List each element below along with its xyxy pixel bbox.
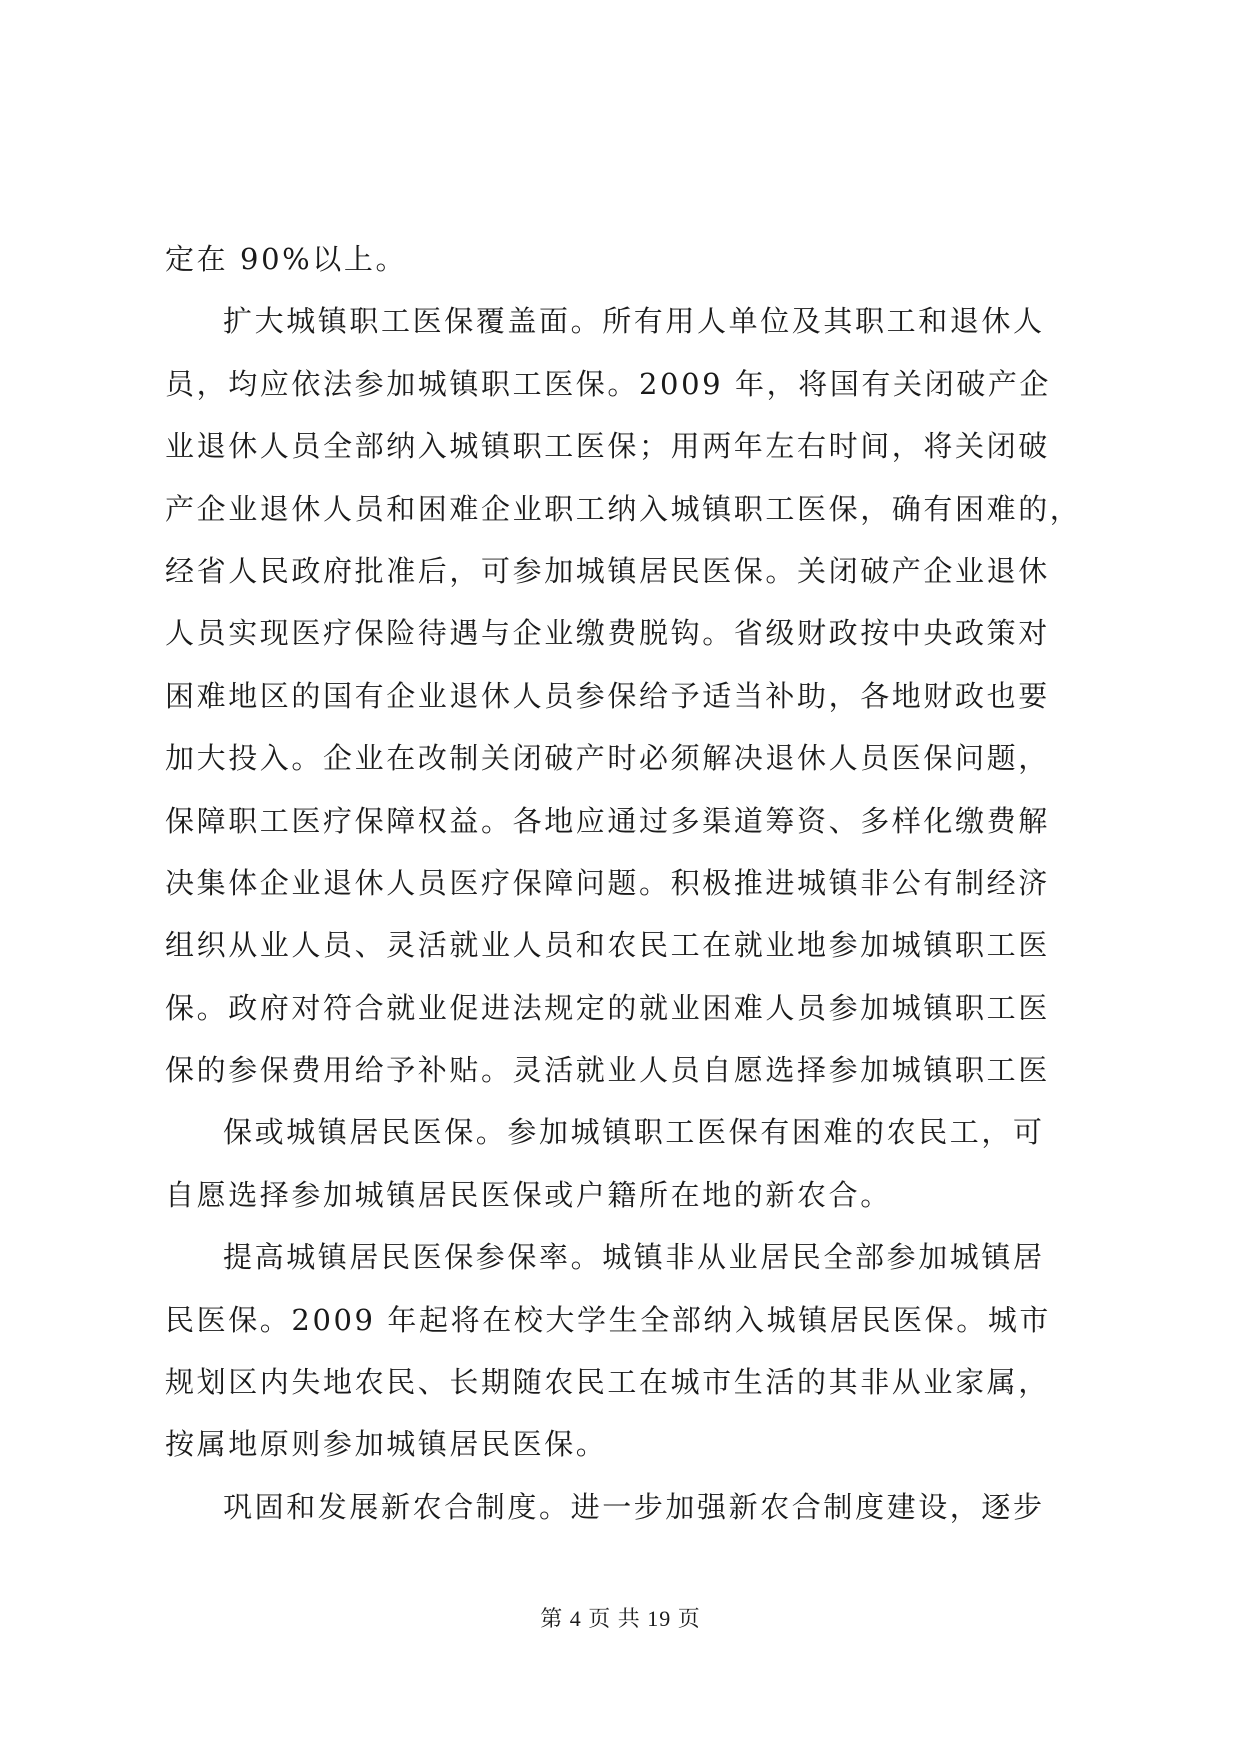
text-line: 产企业退休人员和困难企业职工纳入城镇职工医保，确有困难的，: [165, 491, 1082, 526]
text-line: 保或城镇居民医保。参加城镇职工医保有困难的农民工，可: [223, 1115, 1045, 1150]
text-line: 员，均应依法参加城镇职工医保。2009 年，将国有关闭破产企: [165, 366, 1052, 401]
text-line: 决集体企业退休人员医疗保障问题。积极推进城镇非公有制经济: [165, 865, 1050, 900]
text-line: 困难地区的国有企业退休人员参保给予适当补助，各地财政也要: [165, 678, 1050, 713]
text-line: 保。政府对符合就业促进法规定的就业困难人员参加城镇职工医: [165, 990, 1050, 1025]
text-line: 保障职工医疗保障权益。各地应通过多渠道筹资、多样化缴费解: [165, 803, 1050, 838]
text-line: 扩大城镇职工医保覆盖面。所有用人单位及其职工和退休人: [223, 304, 1045, 339]
text-line: 提高城镇居民医保参保率。城镇非从业居民全部参加城镇居: [223, 1240, 1045, 1275]
text-line: 民医保。2009 年起将在校大学生全部纳入城镇居民医保。城市: [165, 1302, 1052, 1337]
text-line: 人员实现医疗保险待遇与企业缴费脱钩。省级财政按中央政策对: [165, 616, 1050, 651]
page-footer: 第 4 页 共 19 页: [540, 1606, 701, 1631]
text-line: 定在 90%以上。: [165, 242, 408, 276]
text-line: 组织从业人员、灵活就业人员和农民工在就业地参加城镇职工医: [165, 928, 1050, 963]
text-line: 经省人民政府批准后，可参加城镇居民医保。关闭破产企业退休: [165, 553, 1050, 588]
text-line: 业退休人员全部纳入城镇职工医保；用两年左右时间，将关闭破: [165, 429, 1050, 464]
text-line: 保的参保费用给予补贴。灵活就业人员自愿选择参加城镇职工医: [165, 1053, 1050, 1088]
text-line: 加大投入。企业在改制关闭破产时必须解决退休人员医保问题，: [165, 741, 1050, 776]
text-line: 自愿选择参加城镇居民医保或户籍所在地的新农合。: [165, 1177, 892, 1212]
text-line: 规划区内失地农民、长期随农民工在城市生活的其非从业家属，: [165, 1365, 1050, 1400]
document-body: [165, 228, 1085, 1538]
text-line: 巩固和发展新农合制度。进一步加强新农合制度建设，逐步: [223, 1489, 1045, 1524]
text-line: 按属地原则参加城镇居民医保。: [165, 1427, 608, 1462]
